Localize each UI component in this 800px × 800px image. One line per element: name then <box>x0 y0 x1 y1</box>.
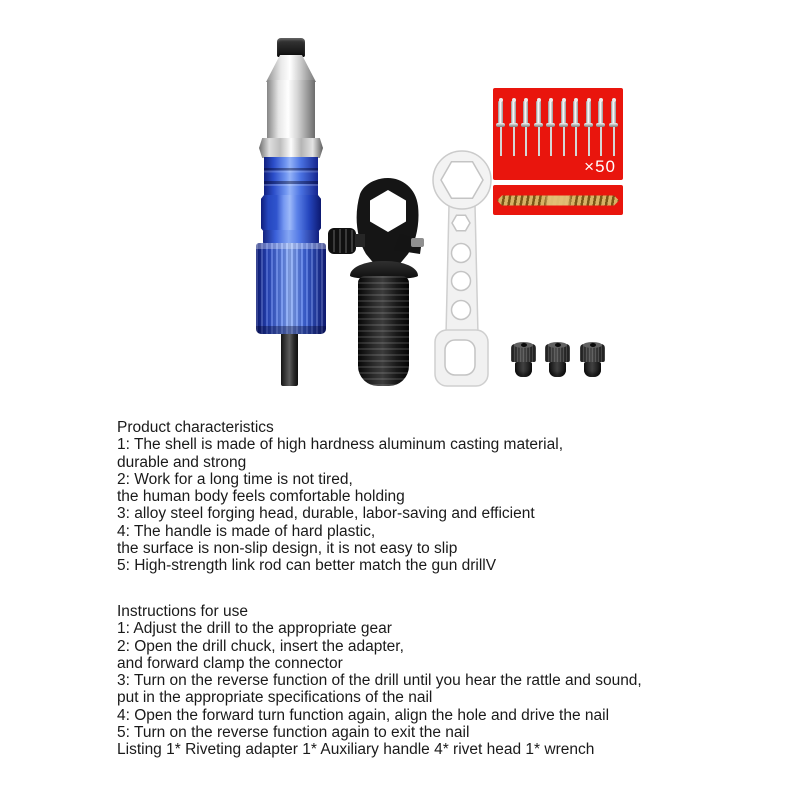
rivet-head-nozzle-2 <box>545 342 570 378</box>
instructions-line: 1: Adjust the drill to the appropriate gear <box>117 620 392 638</box>
adapter-chrome-shaft <box>267 80 315 140</box>
drill-bit <box>497 194 619 207</box>
instructions-line: 5: Turn on the reverse function again to exit the nail <box>117 724 470 742</box>
rivet-pin <box>509 98 518 158</box>
instructions-section <box>117 603 642 759</box>
characteristics-line: 1: The shell is made of high hardness aluminum casting material, <box>117 436 563 454</box>
rivet-head-nozzle-3 <box>580 342 605 378</box>
instructions-line: 4: Open the forward turn function again, align the hole and drive the nail <box>117 706 610 724</box>
rivet-pin <box>584 98 593 158</box>
rivet-pin <box>546 98 555 158</box>
wrench-photo <box>430 150 498 390</box>
adapter-collar <box>263 230 319 244</box>
adapter-knurled-body <box>256 243 326 334</box>
adapter-hex-shank <box>281 334 298 386</box>
rivet-count-label: ×50 <box>584 157 616 176</box>
instructions-line: 3: Turn on the reverse function of the drill until you hear the rattle and sound, <box>117 672 642 690</box>
adapter-top-cap <box>277 38 305 57</box>
characteristics-line: durable and strong <box>117 453 247 471</box>
wrench-square-opening <box>445 340 475 375</box>
wrench-hole-4 <box>452 301 471 320</box>
adapter-hex-nut <box>259 138 323 158</box>
handle-clamp-bolt <box>411 238 424 247</box>
rivet-pin <box>534 98 543 158</box>
instructions-line: Listing 1* Riveting adapter 1* Auxiliary handle 4* rivet head 1* wrench <box>117 741 595 759</box>
characteristics-line: 4: The handle is made of hard plastic, <box>117 522 376 540</box>
characteristics-line: the human body feels comfortable holding <box>117 488 405 506</box>
instructions-title: Instructions for use <box>117 603 248 620</box>
wrench-hole-1 <box>452 215 470 231</box>
adapter-hex-body <box>261 195 321 232</box>
instructions-line: and forward clamp the connector <box>117 654 343 672</box>
rivet-pin <box>521 98 530 158</box>
rivet-pin <box>609 98 618 158</box>
instructions-line: 2: Open the drill chuck, insert the adapter, <box>117 637 404 655</box>
characteristics-line: 3: alloy steel forging head, durable, labor-saving and efficient <box>117 505 535 523</box>
wrench-hole-3 <box>452 272 471 291</box>
wrench-hole-2 <box>452 244 471 263</box>
rivet-pin <box>496 98 505 158</box>
characteristics-line: 2: Work for a long time is not tired, <box>117 470 353 488</box>
characteristics-line: the surface is non-slip design, it is not easy to slip <box>117 540 458 558</box>
adapter-upper-body <box>264 157 318 196</box>
handle-knob-stem <box>355 234 365 247</box>
rivet-pack-box <box>493 88 623 180</box>
handle-grip <box>358 276 409 386</box>
characteristics-title: Product characteristics <box>117 419 274 436</box>
rivet-pin <box>596 98 605 158</box>
rivet-head-nozzle-1 <box>511 342 536 378</box>
instructions-line: put in the appropriate specifications of the nail <box>117 689 433 707</box>
rivet-pin <box>559 98 568 158</box>
product-characteristics-section <box>117 419 563 575</box>
adapter-chrome-nozzle <box>266 55 316 82</box>
rivet-pin <box>571 98 580 158</box>
drill-bit-box <box>493 185 623 215</box>
characteristics-line: 5: High-strength link rod can better match the gun drillV <box>117 557 497 575</box>
